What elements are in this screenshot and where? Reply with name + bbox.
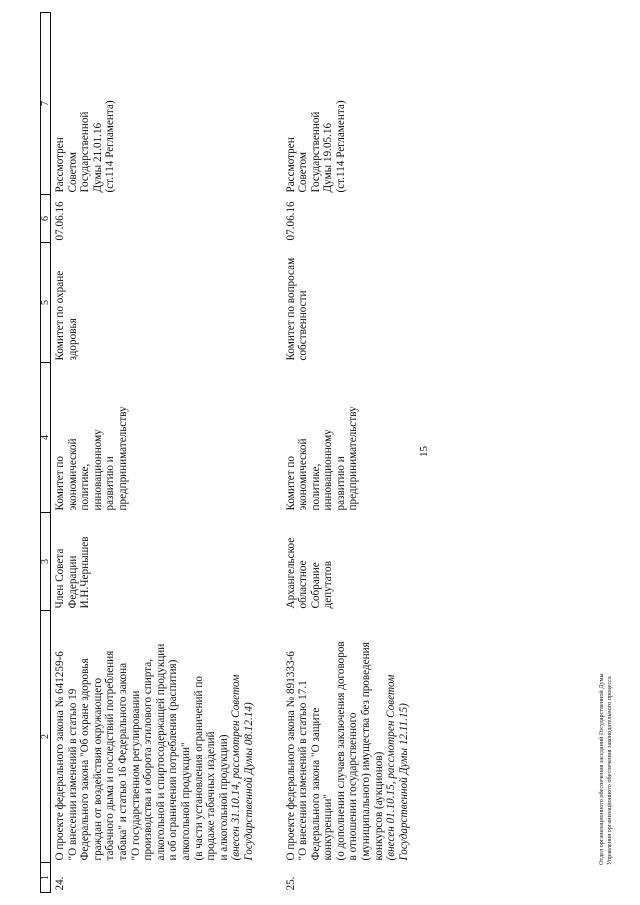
initiator-lines-line: Федерации bbox=[66, 555, 79, 609]
committee-lines-line: экономической bbox=[66, 438, 79, 511]
footer-line: Управления организационного обеспечения законодательного процесса bbox=[606, 676, 613, 865]
bill-title-cell bbox=[282, 611, 411, 863]
note-lines-line: (внесен 01.10.15, рассмотрен Советом bbox=[385, 674, 398, 861]
committee-lines-line: Комитет по bbox=[284, 456, 297, 511]
initiator-lines-line: областное Собрание bbox=[297, 560, 322, 609]
header-row bbox=[41, 13, 51, 893]
row-number: 24. bbox=[54, 876, 66, 891]
initiator-cell bbox=[51, 513, 256, 611]
committee-lines-line: экономической bbox=[297, 438, 310, 511]
title-lines-line: продаже табачных изделий bbox=[205, 731, 218, 861]
row-number: 25. bbox=[284, 876, 297, 891]
title-lines-line: в отношении государственного bbox=[347, 712, 360, 861]
title-lines-line: и об ограничении потребления (распития) bbox=[167, 659, 180, 861]
status-cell bbox=[282, 13, 411, 195]
co-committee-lines-line: Комитет по вопросам bbox=[284, 257, 297, 361]
committee-lines-line: предпринимательству bbox=[347, 406, 360, 511]
committee-lines-line: развитию и bbox=[334, 456, 347, 511]
title-lines-line: (о дополнении случаев заключения договоров bbox=[334, 641, 347, 861]
title-lines-line: конкурсов (аукционов) bbox=[372, 751, 385, 861]
note-lines-line: (внесен 31.10.14, рассмотрен Советом bbox=[230, 674, 243, 861]
committee-lines-line: Комитет по bbox=[54, 456, 66, 511]
title-lines-line: и алкогольной продукции) bbox=[217, 734, 230, 861]
title-lines-line: "О внесении изменений в статью 17.1 bbox=[297, 680, 310, 861]
committee-lines-line: политике, bbox=[309, 463, 322, 511]
title-lines-line: Федерального закона "О защите bbox=[309, 707, 322, 861]
co-committee-cell bbox=[51, 243, 256, 363]
co-committee-lines-line: здоровья bbox=[66, 318, 79, 361]
initiator-cell bbox=[282, 513, 411, 611]
column-header: 3 bbox=[41, 513, 51, 611]
bill-title-cell bbox=[51, 611, 256, 863]
date-cell: 07.06.16 bbox=[54, 201, 66, 241]
spacer-cell bbox=[256, 13, 282, 893]
co-committee-cell bbox=[282, 243, 411, 363]
committee-lines-line: политике, bbox=[79, 463, 92, 511]
title-lines-line: О проекте федерального закона № 641259-6 bbox=[54, 651, 66, 861]
initiator-lines-line: депутатов bbox=[322, 560, 335, 609]
title-lines-line: табачного дыма и последствий потребления bbox=[104, 650, 117, 861]
column-header: 5 bbox=[41, 243, 51, 363]
column-header: 4 bbox=[41, 363, 51, 513]
title-lines-line: алкогольной продукции" bbox=[179, 742, 192, 861]
note-lines-line: Государственной Думы 08.12.14) bbox=[242, 702, 255, 861]
status-lines-line: (ст.114 Регламента) bbox=[334, 100, 347, 193]
footer-line: Отдел организационного обеспечения заседаний Государственной Думы bbox=[598, 673, 605, 865]
column-header: 7 bbox=[41, 13, 51, 195]
column-header: 1 bbox=[41, 863, 51, 893]
committee-cell bbox=[282, 363, 411, 513]
committee-lines-line: развитию и bbox=[104, 456, 117, 511]
status-lines-line: Думы 21.01.16 bbox=[91, 122, 104, 193]
status-lines-line: Советом bbox=[297, 152, 310, 193]
date-cell: 07.06.16 bbox=[284, 201, 297, 241]
initiator-lines-line: Архангельское bbox=[284, 537, 297, 609]
status-lines-line: Рассмотрен bbox=[284, 137, 297, 193]
page-number: 15 bbox=[418, 446, 430, 457]
table-row bbox=[51, 13, 256, 893]
co-committee-lines-line: Комитет по охране bbox=[54, 270, 66, 361]
committee-lines-line: предпринимательству bbox=[116, 406, 129, 511]
title-lines-line: производства и оборота этилового спирта, bbox=[142, 658, 155, 861]
title-lines-line: (в части установления ограничений по bbox=[192, 676, 205, 861]
column-header: 6 bbox=[41, 195, 51, 243]
committee-lines-line: инновационному bbox=[91, 429, 104, 511]
status-lines-line: Государственной bbox=[79, 111, 92, 193]
table-row bbox=[282, 13, 411, 893]
title-lines-line: конкуренции" bbox=[322, 794, 335, 861]
committee-lines-line: инновационному bbox=[322, 429, 335, 511]
note-lines-line: Государственной Думы 12.11.15) bbox=[397, 703, 410, 861]
initiator-lines-line: Член Совета bbox=[54, 548, 66, 609]
status-lines-line: Советом bbox=[66, 152, 79, 193]
agenda-table bbox=[40, 12, 410, 893]
title-lines-line: алкогольной и спиртосодержащей продукции bbox=[154, 643, 167, 861]
row-spacer bbox=[256, 13, 282, 893]
title-lines-line: табака" и статью 16 Федерального закона bbox=[116, 662, 129, 861]
column-header: 2 bbox=[41, 611, 51, 863]
title-lines-line: (муниципального) имущества без проведения bbox=[360, 642, 373, 861]
status-lines-line: (ст.114 Регламента) bbox=[104, 100, 117, 193]
status-lines-line: Думы 19.05.16 bbox=[322, 122, 335, 193]
co-committee-lines-line: собственности bbox=[297, 290, 310, 361]
title-lines-line: граждан от воздействия окружающего bbox=[91, 677, 104, 861]
footer bbox=[598, 673, 614, 865]
title-lines-line: "О государственном регулировании bbox=[129, 690, 142, 861]
initiator-lines-line: И.Н.Чернышев bbox=[79, 536, 92, 609]
status-cell bbox=[51, 13, 256, 195]
title-lines-line: "О внесении изменений в статью 19 bbox=[66, 688, 79, 861]
title-lines-line: О проекте федерального закона № 891333-6 bbox=[284, 651, 297, 861]
status-lines-line: Рассмотрен bbox=[54, 137, 66, 193]
title-lines-line: Федерального закона "Об охране здоровья bbox=[79, 658, 92, 861]
committee-cell bbox=[51, 363, 256, 513]
status-lines-line: Государственной bbox=[309, 111, 322, 193]
